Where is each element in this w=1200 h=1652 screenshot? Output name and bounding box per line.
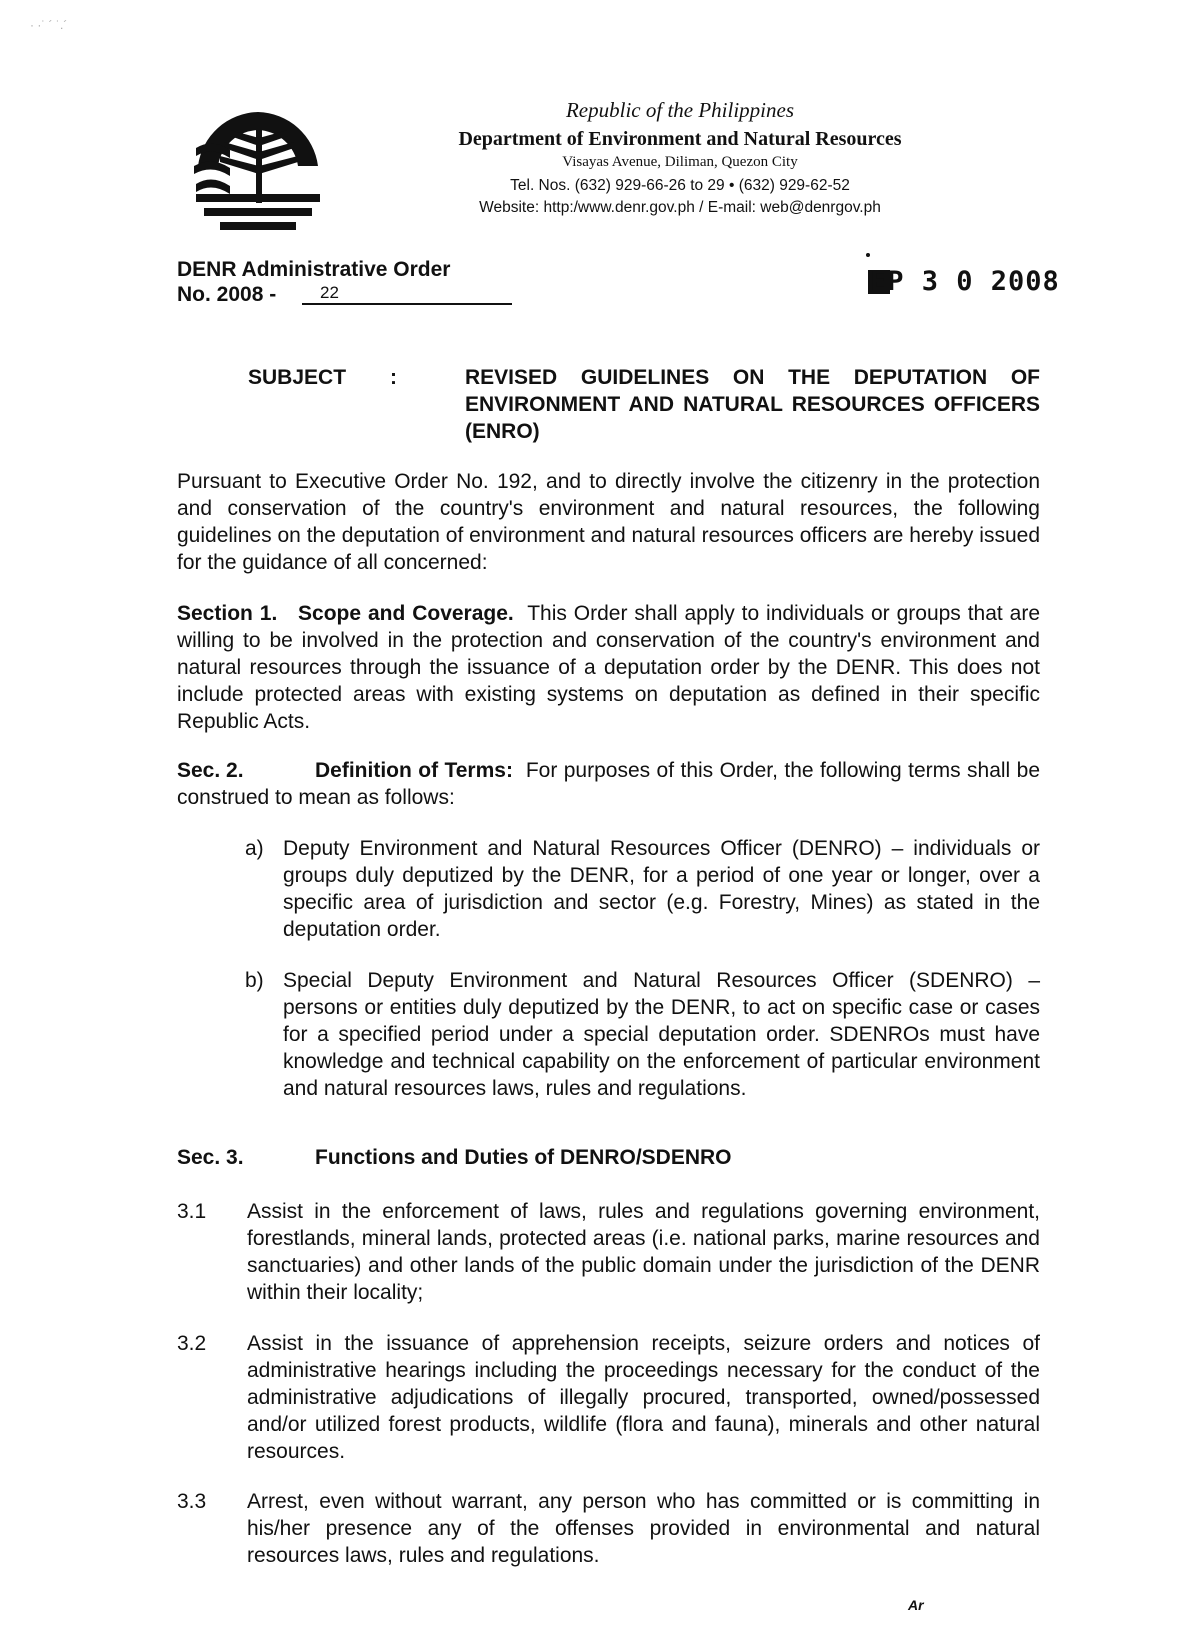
duty-item	[177, 1198, 1040, 1306]
definition-item-text: Deputy Environment and Natural Resources Officer (DENRO) – individuals or groups duly deputized by the DENR, for a period of one year or longer, over a specific area of jurisdiction and sector (e.g. Forestry, Mines) as stated in the deputation order.	[283, 837, 1040, 941]
section-3-header	[177, 1146, 732, 1170]
order-number-value: 22	[320, 283, 339, 302]
letterhead-republic: Republic of the Philippines	[565, 98, 795, 122]
duty-item-label: 3.2	[177, 1332, 207, 1355]
scan-artifact: · ·˙ ´ ˙.´	[30, 18, 68, 32]
section-1	[177, 600, 1040, 735]
duty-item-text: Assist in the issuance of apprehension receipts, seizure orders and notices of administrative hearings including the proceedings necessary for the conduct of the administrative adjudications of illegally procured, transported, owned/possessed and/or utilized forest products, wildlife (flora and fauna), minerals and other natural resources.	[247, 1332, 1040, 1463]
definition-item-label: a)	[245, 837, 264, 860]
definition-item	[245, 967, 1040, 1102]
letterhead-department: Department of Environment and Natural Resources	[458, 128, 902, 150]
stamp-dot	[866, 253, 870, 257]
section-2-text: For purposes of this Order, the following terms shall be construed to mean as follows:	[177, 759, 1041, 809]
section-1-heading: Scope and Coverage.	[298, 602, 514, 625]
letterhead-website: Website: http:/www.denr.gov.ph / E-mail: web@denrgov.ph	[479, 199, 881, 216]
section-3-heading: Functions and Duties of DENRO/SDENRO	[315, 1146, 732, 1169]
intro-paragraph: Pursuant to Executive Order No. 192, and to directly involve the citizenry in the protection and conservation of the country's environment and natural resources, the following guidelines on the deputation of environment and natural resources officers are hereby issued for the guidance of all concerned:	[177, 470, 1040, 574]
duty-item-text: Assist in the enforcement of laws, rules and regulations governing environment, forestlands, mineral lands, protected areas (i.e. national parks, marine resources and sanctuaries) and other lands of the public domain under the jurisdiction of the DENR within their locality;	[247, 1200, 1040, 1304]
definition-item-text: Special Deputy Environment and Natural Resources Officer (SDENRO) – persons or entities duly deputized by the DENR, to act on specific case or cases for a specified period under a special deputation order. SDENROs must have knowledge and technical capability on the enforcement of particular environment and natural resources laws, rules and regulations.	[283, 969, 1040, 1100]
duty-item	[177, 1488, 1040, 1569]
duty-item-label: 3.1	[177, 1200, 207, 1223]
subject-label: SUBJECT	[248, 366, 347, 389]
section-1-text: This Order shall apply to individuals or groups that are willing to be involved in the protection and conservation of the country's environment and natural resources through the issuance of a deputation order by the DENR. This does not include protected areas with existing systems on deputation as defined in their specific Republic Acts.	[177, 602, 1041, 733]
section-2-heading: Definition of Terms:	[315, 759, 513, 782]
subject-colon: :	[390, 366, 397, 389]
handwritten-initials: Ar	[908, 1597, 924, 1613]
duty-item-text: Arrest, even without warrant, any person who has committed or is committing in his/her presence any of the offenses provided in environmental and natural resources laws, rules and regulations.	[247, 1490, 1040, 1567]
order-number-label: No. 2008 -	[177, 283, 277, 306]
duty-item	[177, 1330, 1040, 1465]
section-2	[177, 757, 1040, 811]
order-number-underline	[302, 303, 512, 305]
duty-item-label: 3.3	[177, 1490, 207, 1513]
order-title: DENR Administrative Order	[177, 258, 451, 281]
definition-item	[245, 835, 1040, 943]
letterhead-tel: Tel. Nos. (632) 929-66-26 to 29 • (632) 929-62-52	[510, 177, 850, 194]
date-stamp: EP 3 0 2008	[870, 266, 1060, 297]
letterhead-address: Visayas Avenue, Diliman, Quezon City	[562, 154, 798, 170]
section-1-label: Section 1.	[177, 602, 278, 625]
section-2-label: Sec. 2.	[177, 759, 244, 782]
definition-item-label: b)	[245, 969, 264, 992]
section-3-label: Sec. 3.	[177, 1146, 244, 1169]
denr-logo-icon	[190, 108, 326, 234]
subject-text: REVISED GUIDELINES ON THE DEPUTATION OF ENVIRONMENT AND NATURAL RESOURCES OFFICERS (ENRO)	[465, 366, 1040, 443]
